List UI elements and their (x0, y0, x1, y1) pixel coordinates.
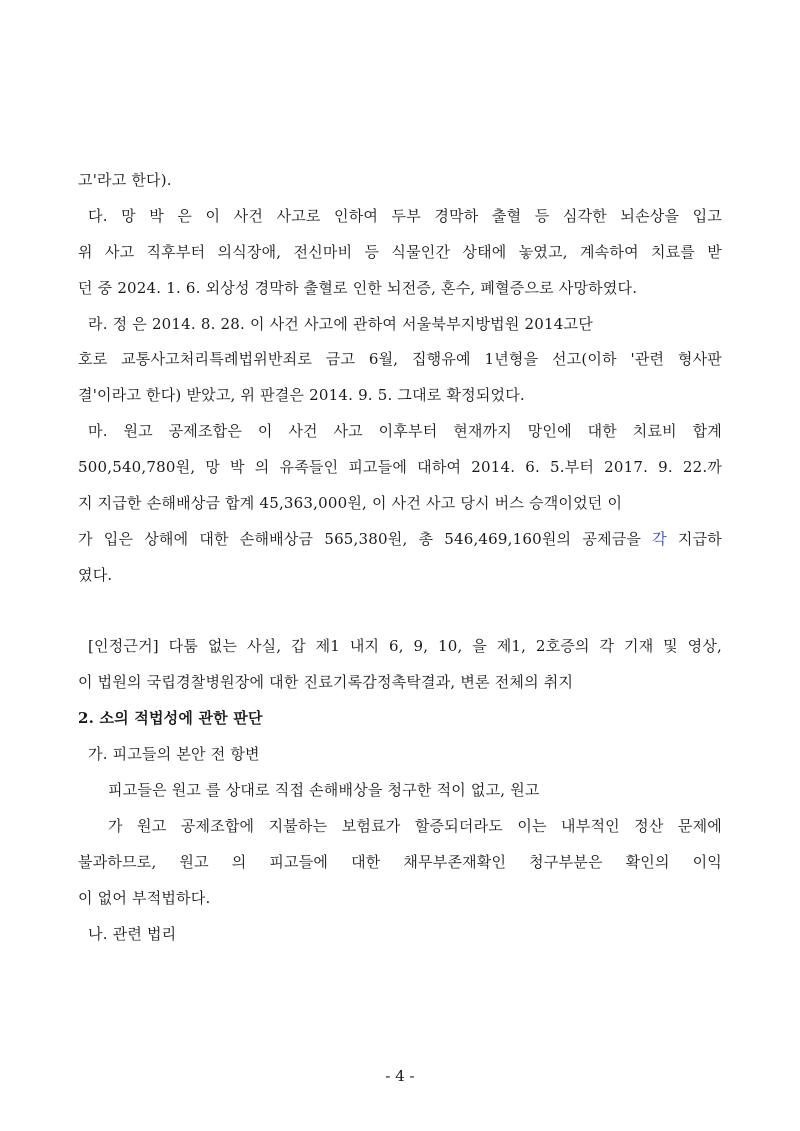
paragraph-ga-line-2: 가 원고 공제조합에 지불하는 보험료가 할증되더라도 이는 내부적인 정산 문제에 (108, 817, 722, 835)
highlighted-word: 각 (652, 530, 667, 548)
paragraph-ma-line-1: 마. 원고 공제조합은 이 사건 사고 이후부터 현재까지 망인에 대한 치료비 합계 (88, 422, 722, 440)
subsection-heading-ga: 가. 피고들의 본안 전 항변 (88, 745, 260, 763)
paragraph-ga-line-3: 불과하므로, 원고 의 피고들에 대한 채무부존재확인 청구부분은 확인의 이익 (78, 853, 722, 871)
section-heading: 2. 소의 적법성에 관한 판단 (78, 709, 263, 727)
paragraph-ga-line-4: 이 없어 부적법하다. (78, 889, 211, 907)
paragraph-ra-line-2: 호로 교통사고처리특례법위반죄로 금고 6월, 집행유예 1년형을 선고(이하 '관련 형사판 (78, 350, 722, 368)
paragraph-ra-line-1: 라. 정 은 2014. 8. 28. 이 사건 사고에 관하여 서울북부지방법원 2014고단 (88, 315, 593, 333)
subsection-heading-na: 나. 관련 법리 (88, 925, 177, 943)
paragraph-ma-line-5: 였다. (78, 566, 113, 584)
paragraph-ma-line-4 (78, 527, 722, 551)
page-number: - 4 - (385, 1067, 415, 1085)
paragraph-ma-line-3: 지 지급한 손해배상금 합계 45,363,000원, 이 사건 사고 당시 버스 승객이었던 이 (78, 494, 623, 512)
line-text-after: 지급하 (666, 530, 722, 548)
evidence-basis-line-2: 이 법원의 국립경찰병원장에 대한 진료기록감정촉탁결과, 변론 전체의 취지 (78, 673, 574, 691)
paragraph-da-line-3: 던 중 2024. 1. 6. 외상성 경막하 출혈로 인한 뇌전증, 혼수, 폐혈증으로 사망하였다. (78, 279, 638, 297)
paragraph-ga-line-1: 피고들은 원고 를 상대로 직접 손해배상을 청구한 적이 없고, 원고 (108, 781, 540, 799)
line-text-before: 가 입은 상해에 대한 손해배상금 565,380원, 총 546,469,160원의 공제금을 (78, 530, 653, 548)
text-line-1: 고'라고 한다). (78, 171, 172, 189)
paragraph-da-line-1: 다. 망 박 은 이 사건 사고로 인하여 두부 경막하 출혈 등 심각한 뇌손상을 입고 (88, 207, 722, 225)
paragraph-ma-line-2: 500,540,780원, 망 박 의 유족들인 피고들에 대하여 2014. 6. 5.부터 2017. 9. 22.까 (78, 458, 722, 476)
paragraph-da-line-2: 위 사고 직후부터 의식장애, 전신마비 등 식물인간 상태에 놓였고, 계속하여 치료를 받 (78, 243, 722, 261)
paragraph-ra-line-3: 결'이라고 한다) 받았고, 위 판결은 2014. 9. 5. 그대로 확정되었다. (78, 386, 525, 404)
evidence-basis-line-1: [인정근거] 다툼 없는 사실, 갑 제1 내지 6, 9, 10, 을 제1, 2호증의 각 기재 및 영상, (88, 637, 722, 655)
